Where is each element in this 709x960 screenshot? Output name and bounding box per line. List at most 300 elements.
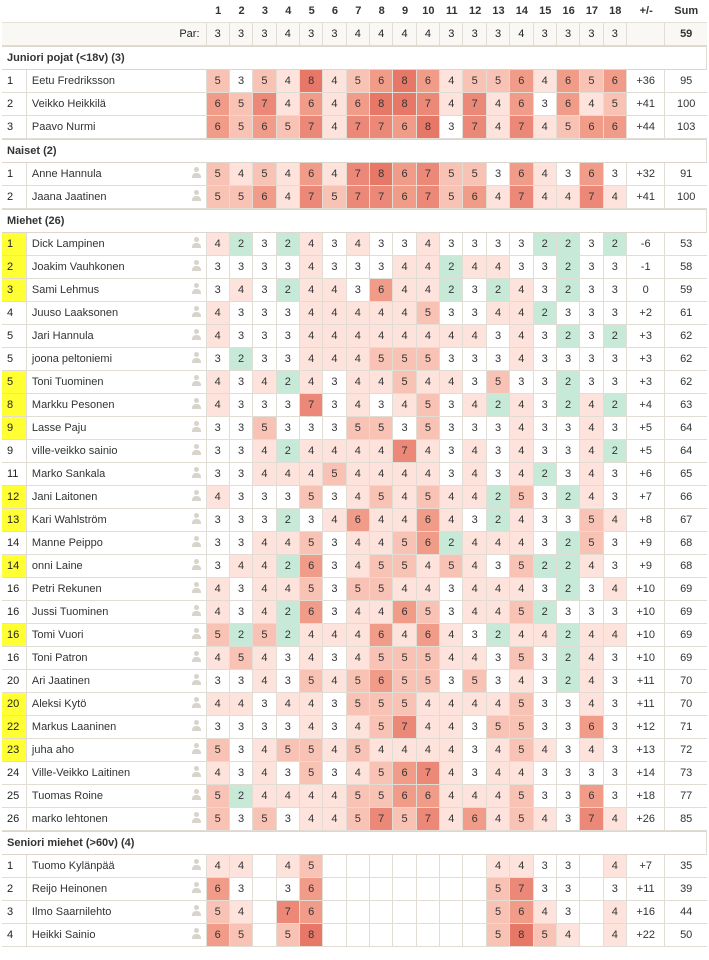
player-name[interactable]: Juuso Laaksonen (27, 302, 188, 325)
hole-score: 5 (557, 116, 580, 139)
player-position: 14 (2, 532, 27, 555)
player-name[interactable]: Heikki Sainio (27, 924, 188, 947)
hole-score: 2 (230, 624, 253, 647)
player-row[interactable] (2, 486, 707, 509)
hole-score: 4 (604, 901, 627, 924)
hole-score: 5 (440, 555, 463, 578)
hole-score: 3 (440, 463, 463, 486)
user-icon[interactable] (191, 882, 203, 893)
player-plusminus: +7 (627, 855, 665, 878)
hole-score: 3 (230, 509, 253, 532)
player-row[interactable] (2, 93, 707, 116)
player-position: 16 (2, 601, 27, 624)
player-name[interactable]: Toni Patron (27, 647, 188, 670)
hole-score: 5 (300, 532, 323, 555)
hole-score: 4 (207, 578, 230, 601)
hole-score: 4 (323, 116, 346, 139)
hole-score (417, 855, 440, 878)
hole-score: 6 (300, 901, 323, 924)
hole-score: 5 (440, 186, 463, 209)
hole-score: 4 (604, 509, 627, 532)
player-sum: 100 (665, 93, 707, 116)
hole-score: 5 (323, 463, 346, 486)
player-name[interactable]: Tuomas Roine (27, 785, 188, 808)
par-label: Par: (2, 23, 207, 46)
player-position: 16 (2, 647, 27, 670)
user-icon[interactable] (191, 720, 203, 731)
hole-score: 5 (323, 186, 346, 209)
player-name[interactable]: Markus Laaninen (27, 716, 188, 739)
hole-score: 3 (580, 325, 603, 348)
hole-score: 7 (370, 116, 393, 139)
player-name[interactable]: Sami Lehmus (27, 279, 188, 302)
player-row[interactable] (2, 647, 707, 670)
user-icon[interactable] (191, 582, 203, 593)
hole-score: 2 (557, 394, 580, 417)
player-plusminus: +22 (627, 924, 665, 947)
hole-score: 4 (487, 808, 510, 831)
player-sum: 69 (665, 624, 707, 647)
user-icon[interactable] (191, 260, 203, 271)
hole-score: 3 (253, 394, 276, 417)
player-row[interactable] (2, 233, 707, 256)
hole-score: 3 (230, 440, 253, 463)
user-icon[interactable] (191, 398, 203, 409)
hole-score: 4 (580, 555, 603, 578)
player-name[interactable]: Ville-Veikko Laitinen (27, 762, 188, 785)
hole-score: 3 (440, 440, 463, 463)
hole-score: 4 (253, 739, 276, 762)
hole-score: 4 (347, 486, 370, 509)
hole-score: 4 (534, 186, 557, 209)
hole-score: 4 (323, 325, 346, 348)
player-plusminus: +41 (627, 186, 665, 209)
user-icon[interactable] (191, 513, 203, 524)
hole-score (440, 901, 463, 924)
user-icon[interactable] (191, 190, 203, 201)
hole-score: 5 (510, 486, 533, 509)
hole-score (323, 878, 346, 901)
hole-score: 4 (300, 463, 323, 486)
player-name[interactable]: marko lehtonen (27, 808, 188, 831)
hole-score: 4 (417, 739, 440, 762)
hole-score: 3 (277, 325, 300, 348)
hole-score: 3 (323, 578, 346, 601)
hole-score: 6 (604, 116, 627, 139)
hole-score: 7 (463, 93, 486, 116)
hole-score: 3 (207, 417, 230, 440)
user-icon[interactable] (191, 628, 203, 639)
user-icon[interactable] (191, 859, 203, 870)
hole-score: 3 (557, 716, 580, 739)
hole-score: 4 (463, 601, 486, 624)
hole-score: 3 (580, 302, 603, 325)
hole-score: 2 (534, 233, 557, 256)
player-sum: 91 (665, 163, 707, 186)
player-row[interactable] (2, 256, 707, 279)
hole-score: 4 (347, 394, 370, 417)
hole-score: 6 (604, 70, 627, 93)
header-row (2, 0, 707, 23)
hole-score: 3 (207, 440, 230, 463)
hole-score: 4 (463, 532, 486, 555)
hole-score: 4 (393, 624, 416, 647)
hole-score: 3 (323, 371, 346, 394)
hole-score: 4 (370, 463, 393, 486)
hole-score: 3 (370, 394, 393, 417)
player-name[interactable]: Jussi Tuominen (27, 601, 188, 624)
hole-score: 5 (463, 670, 486, 693)
hole-header: 1 (207, 0, 230, 23)
player-row[interactable] (2, 624, 707, 647)
hole-score: 3 (487, 163, 510, 186)
hole-score: 3 (463, 233, 486, 256)
hole-score: 6 (393, 601, 416, 624)
hole-header: 17 (580, 0, 603, 23)
user-icon[interactable] (191, 651, 203, 662)
hole-score: 3 (323, 555, 346, 578)
hole-score: 3 (580, 233, 603, 256)
player-plusminus: +5 (627, 440, 665, 463)
plusminus-header: +/- (627, 0, 665, 23)
hole-score: 5 (370, 762, 393, 785)
player-name[interactable]: Dick Lampinen (27, 233, 188, 256)
user-icon[interactable] (191, 421, 203, 432)
user-icon[interactable] (191, 812, 203, 823)
user-icon[interactable] (191, 490, 203, 501)
player-sum: 39 (665, 878, 707, 901)
hole-score: 4 (370, 532, 393, 555)
player-name[interactable]: Jari Hannula (27, 325, 188, 348)
hole-score: 4 (253, 463, 276, 486)
hole-score: 3 (253, 486, 276, 509)
par-value: 4 (510, 23, 533, 46)
player-name[interactable]: Jani Laitonen (27, 486, 188, 509)
hole-score (440, 924, 463, 947)
player-row[interactable] (2, 693, 707, 716)
player-position: 1 (2, 70, 27, 93)
hole-score: 3 (300, 417, 323, 440)
hole-score: 4 (230, 555, 253, 578)
player-row[interactable] (2, 670, 707, 693)
player-name[interactable]: Anne Hannula (27, 163, 188, 186)
player-row[interactable] (2, 509, 707, 532)
hole-score: 3 (534, 371, 557, 394)
hole-score: 3 (207, 279, 230, 302)
hole-score: 7 (463, 116, 486, 139)
hole-score: 4 (580, 417, 603, 440)
hole-score: 5 (417, 601, 440, 624)
player-name[interactable]: Tuomo Kylänpää (27, 855, 188, 878)
user-icon[interactable] (191, 283, 203, 294)
player-name[interactable]: Manne Peippo (27, 532, 188, 555)
player-sum: 95 (665, 70, 707, 93)
user-icon[interactable] (191, 766, 203, 777)
player-icon-cell (188, 878, 207, 901)
player-sum: 100 (665, 186, 707, 209)
player-row[interactable] (2, 785, 707, 808)
hole-score: 3 (230, 417, 253, 440)
user-icon[interactable] (191, 605, 203, 616)
player-row[interactable] (2, 371, 707, 394)
player-row[interactable] (2, 601, 707, 624)
hole-score: 4 (440, 325, 463, 348)
hole-score: 6 (580, 116, 603, 139)
hole-score: 3 (207, 348, 230, 371)
hole-score: 5 (510, 601, 533, 624)
user-icon[interactable] (191, 167, 203, 178)
hole-score: 5 (487, 901, 510, 924)
hole-score: 4 (510, 855, 533, 878)
hole-score: 4 (580, 394, 603, 417)
user-icon[interactable] (191, 467, 203, 478)
hole-score: 3 (557, 808, 580, 831)
hole-score: 4 (487, 762, 510, 785)
hole-score: 4 (370, 739, 393, 762)
hole-score (347, 924, 370, 947)
hole-score: 4 (440, 693, 463, 716)
player-position: 5 (2, 348, 27, 371)
player-row[interactable] (2, 555, 707, 578)
user-icon[interactable] (191, 329, 203, 340)
user-icon[interactable] (191, 928, 203, 939)
player-sum: 59 (665, 279, 707, 302)
hole-score: 2 (440, 256, 463, 279)
pos-header (2, 0, 27, 23)
player-row[interactable] (2, 116, 707, 139)
hole-score: 6 (300, 163, 323, 186)
hole-score: 3 (230, 394, 253, 417)
player-row[interactable] (2, 186, 707, 209)
user-icon[interactable] (191, 674, 203, 685)
hole-score: 4 (534, 808, 557, 831)
player-position: 3 (2, 279, 27, 302)
hole-score: 5 (393, 647, 416, 670)
hole-score: 7 (347, 163, 370, 186)
hole-score: 4 (510, 532, 533, 555)
user-icon[interactable] (191, 905, 203, 916)
hole-score: 6 (393, 186, 416, 209)
hole-score: 7 (417, 186, 440, 209)
player-name[interactable]: ville-veikko sainio (27, 440, 188, 463)
player-row[interactable] (2, 440, 707, 463)
player-sum: 68 (665, 555, 707, 578)
player-row[interactable] (2, 463, 707, 486)
user-icon[interactable] (191, 237, 203, 248)
player-name[interactable]: Reijo Heinonen (27, 878, 188, 901)
user-icon[interactable] (191, 743, 203, 754)
player-name[interactable]: Paavo Nurmi (27, 116, 188, 139)
player-name[interactable]: Veikko Heikkilä (27, 93, 188, 116)
hole-score: 2 (487, 279, 510, 302)
player-name[interactable]: joona peltoniemi (27, 348, 188, 371)
par-value: 3 (300, 23, 323, 46)
player-icon-cell (188, 463, 207, 486)
hole-score: 4 (253, 555, 276, 578)
hole-score: 5 (487, 878, 510, 901)
player-name[interactable]: Kari Wahlström (27, 509, 188, 532)
hole-score: 4 (463, 647, 486, 670)
hole-score: 7 (370, 808, 393, 831)
hole-header: 11 (440, 0, 463, 23)
player-sum: 62 (665, 325, 707, 348)
hole-score: 3 (534, 348, 557, 371)
hole-score: 4 (487, 116, 510, 139)
hole-score: 5 (253, 808, 276, 831)
player-row[interactable] (2, 762, 707, 785)
hole-score: 3 (604, 486, 627, 509)
hole-score: 5 (393, 670, 416, 693)
hole-score: 2 (230, 348, 253, 371)
hole-score: 4 (440, 93, 463, 116)
hole-score: 2 (277, 624, 300, 647)
player-name[interactable]: juha aho (27, 739, 188, 762)
hole-score: 6 (370, 279, 393, 302)
hole-score: 4 (417, 716, 440, 739)
hole-score: 4 (300, 693, 323, 716)
hole-score: 5 (487, 716, 510, 739)
player-icon-cell (188, 555, 207, 578)
player-row[interactable] (2, 417, 707, 440)
hole-score: 2 (534, 555, 557, 578)
hole-score: 3 (463, 762, 486, 785)
player-row[interactable] (2, 70, 707, 93)
hole-score: 2 (487, 486, 510, 509)
user-icon[interactable] (191, 536, 203, 547)
player-plusminus: +11 (627, 693, 665, 716)
player-icon-cell (188, 256, 207, 279)
hole-score: 4 (580, 693, 603, 716)
hole-score: 3 (323, 532, 346, 555)
hole-score: 6 (253, 186, 276, 209)
hole-score: 3 (487, 463, 510, 486)
player-row[interactable] (2, 578, 707, 601)
user-icon[interactable] (191, 697, 203, 708)
player-icon-cell (188, 532, 207, 555)
player-plusminus: +14 (627, 762, 665, 785)
hole-score (253, 924, 276, 947)
player-name[interactable]: Ari Jaatinen (27, 670, 188, 693)
player-sum: 64 (665, 417, 707, 440)
player-row[interactable] (2, 924, 707, 947)
hole-score: 2 (557, 486, 580, 509)
hole-score: 4 (604, 924, 627, 947)
hole-score: 2 (557, 256, 580, 279)
player-name[interactable]: Aleksi Kytö (27, 693, 188, 716)
player-row[interactable] (2, 348, 707, 371)
hole-score: 4 (440, 762, 463, 785)
player-plusminus: +2 (627, 302, 665, 325)
player-row[interactable] (2, 901, 707, 924)
player-name[interactable]: onni Laine (27, 555, 188, 578)
hole-score: 4 (463, 463, 486, 486)
player-name[interactable]: Jaana Jaatinen (27, 186, 188, 209)
player-name[interactable]: Tomi Vuori (27, 624, 188, 647)
hole-score: 4 (417, 693, 440, 716)
user-icon[interactable] (191, 352, 203, 363)
player-row[interactable] (2, 878, 707, 901)
hole-score: 5 (253, 70, 276, 93)
hole-score: 4 (604, 578, 627, 601)
hole-score: 3 (277, 647, 300, 670)
hole-score: 4 (277, 785, 300, 808)
hole-score: 3 (557, 440, 580, 463)
user-icon[interactable] (191, 306, 203, 317)
player-sum: 44 (665, 901, 707, 924)
player-name[interactable]: Markku Pesonen (27, 394, 188, 417)
player-name[interactable]: Ilmo Saarnilehto (27, 901, 188, 924)
hole-score: 7 (300, 186, 323, 209)
player-row[interactable] (2, 163, 707, 186)
player-icon-cell (188, 93, 207, 116)
hole-score: 4 (347, 440, 370, 463)
hole-score: 4 (580, 486, 603, 509)
hole-score: 4 (534, 901, 557, 924)
category-row (2, 139, 707, 163)
hole-score: 3 (487, 670, 510, 693)
player-position: 2 (2, 93, 27, 116)
hole-score: 3 (347, 256, 370, 279)
player-row[interactable] (2, 739, 707, 762)
player-position: 4 (2, 924, 27, 947)
hole-score: 6 (510, 901, 533, 924)
hole-score: 4 (323, 785, 346, 808)
hole-score: 3 (534, 532, 557, 555)
player-row[interactable] (2, 279, 707, 302)
player-icon-cell (188, 394, 207, 417)
player-row[interactable] (2, 716, 707, 739)
user-icon[interactable] (191, 444, 203, 455)
player-name[interactable]: Toni Tuominen (27, 371, 188, 394)
hole-score: 3 (207, 509, 230, 532)
hole-score: 4 (510, 624, 533, 647)
hole-score: 3 (393, 417, 416, 440)
hole-score: 4 (463, 256, 486, 279)
user-icon[interactable] (191, 789, 203, 800)
hole-score: 3 (604, 463, 627, 486)
hole-score: 6 (370, 624, 393, 647)
hole-score: 3 (253, 233, 276, 256)
par-value: 3 (557, 23, 580, 46)
hole-score (370, 901, 393, 924)
hole-score: 2 (557, 624, 580, 647)
hole-score: 4 (393, 463, 416, 486)
player-name[interactable]: Lasse Paju (27, 417, 188, 440)
player-row[interactable] (2, 302, 707, 325)
hole-score: 7 (510, 116, 533, 139)
hole-header: 15 (534, 0, 557, 23)
hole-score: 4 (207, 855, 230, 878)
hole-score: 4 (440, 486, 463, 509)
player-row[interactable] (2, 808, 707, 831)
player-name[interactable]: Eetu Fredriksson (27, 70, 188, 93)
hole-score: 5 (300, 486, 323, 509)
player-plusminus: +44 (627, 116, 665, 139)
hole-score: 5 (207, 739, 230, 762)
player-row[interactable] (2, 325, 707, 348)
hole-score: 4 (487, 578, 510, 601)
user-icon[interactable] (191, 559, 203, 570)
hole-score: 6 (347, 93, 370, 116)
player-row[interactable] (2, 855, 707, 878)
player-row[interactable] (2, 532, 707, 555)
player-name[interactable]: Joakim Vauhkonen (27, 256, 188, 279)
player-name[interactable]: Petri Rekunen (27, 578, 188, 601)
player-row[interactable] (2, 394, 707, 417)
user-icon[interactable] (191, 375, 203, 386)
hole-score: 3 (370, 256, 393, 279)
player-name[interactable]: Marko Sankala (27, 463, 188, 486)
